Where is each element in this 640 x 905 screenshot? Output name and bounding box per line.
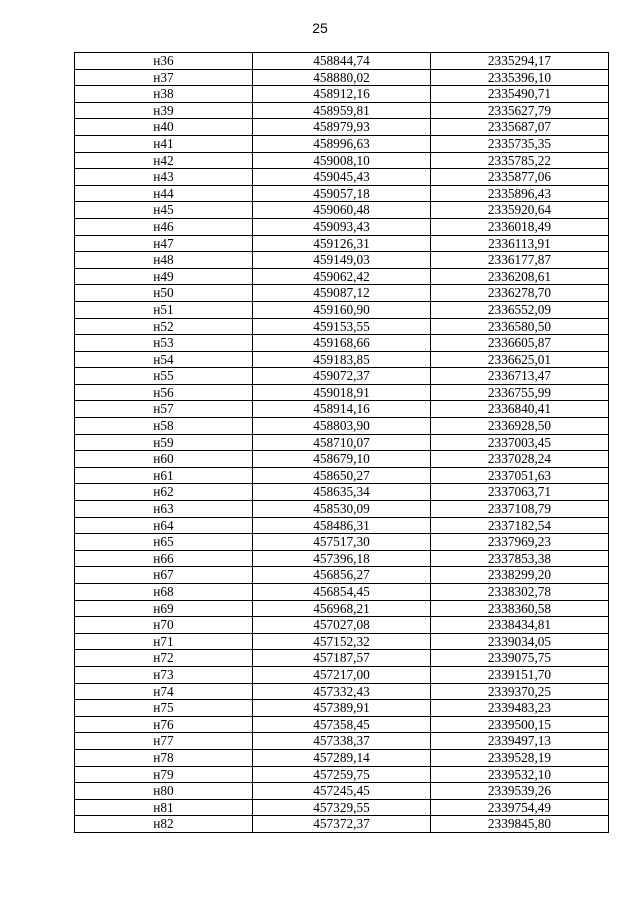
x-coordinate-cell: 457332,43 bbox=[253, 683, 431, 700]
x-coordinate-cell: 457217,00 bbox=[253, 666, 431, 683]
x-coordinate-cell: 458650,27 bbox=[253, 467, 431, 484]
y-coordinate-cell: 2339754,49 bbox=[431, 799, 609, 816]
table-row bbox=[75, 451, 609, 468]
table-row bbox=[75, 534, 609, 551]
point-id-cell: н45 bbox=[75, 202, 253, 219]
y-coordinate-cell: 2336928,50 bbox=[431, 418, 609, 435]
table-row bbox=[75, 484, 609, 501]
point-id-cell: н79 bbox=[75, 766, 253, 783]
table-row bbox=[75, 683, 609, 700]
x-coordinate-cell: 456854,45 bbox=[253, 584, 431, 601]
y-coordinate-cell: 2339151,70 bbox=[431, 666, 609, 683]
x-coordinate-cell: 459087,12 bbox=[253, 285, 431, 302]
y-coordinate-cell: 2339483,23 bbox=[431, 700, 609, 717]
table-row bbox=[75, 135, 609, 152]
table-row bbox=[75, 501, 609, 518]
y-coordinate-cell: 2336208,61 bbox=[431, 268, 609, 285]
y-coordinate-cell: 2337108,79 bbox=[431, 501, 609, 518]
table-row bbox=[75, 401, 609, 418]
table-row bbox=[75, 700, 609, 717]
table-row bbox=[75, 235, 609, 252]
table-row bbox=[75, 467, 609, 484]
y-coordinate-cell: 2335687,07 bbox=[431, 119, 609, 136]
point-id-cell: н64 bbox=[75, 517, 253, 534]
y-coordinate-cell: 2335896,43 bbox=[431, 185, 609, 202]
table-row bbox=[75, 733, 609, 750]
table-row bbox=[75, 335, 609, 352]
y-coordinate-cell: 2335920,64 bbox=[431, 202, 609, 219]
table-row bbox=[75, 119, 609, 136]
x-coordinate-cell: 459008,10 bbox=[253, 152, 431, 169]
y-coordinate-cell: 2336177,87 bbox=[431, 252, 609, 269]
y-coordinate-cell: 2339539,26 bbox=[431, 783, 609, 800]
x-coordinate-cell: 457027,08 bbox=[253, 617, 431, 634]
y-coordinate-cell: 2337003,45 bbox=[431, 434, 609, 451]
x-coordinate-cell: 457187,57 bbox=[253, 650, 431, 667]
table-row bbox=[75, 716, 609, 733]
x-coordinate-cell: 458486,31 bbox=[253, 517, 431, 534]
table-row bbox=[75, 617, 609, 634]
point-id-cell: н59 bbox=[75, 434, 253, 451]
table-row bbox=[75, 567, 609, 584]
x-coordinate-cell: 457338,37 bbox=[253, 733, 431, 750]
point-id-cell: н49 bbox=[75, 268, 253, 285]
point-id-cell: н48 bbox=[75, 252, 253, 269]
table-row bbox=[75, 218, 609, 235]
y-coordinate-cell: 2338434,81 bbox=[431, 617, 609, 634]
y-coordinate-cell: 2337051,63 bbox=[431, 467, 609, 484]
x-coordinate-cell: 459057,18 bbox=[253, 185, 431, 202]
y-coordinate-cell: 2336625,01 bbox=[431, 351, 609, 368]
point-id-cell: н77 bbox=[75, 733, 253, 750]
x-coordinate-cell: 459072,37 bbox=[253, 368, 431, 385]
point-id-cell: н74 bbox=[75, 683, 253, 700]
point-id-cell: н69 bbox=[75, 600, 253, 617]
point-id-cell: н50 bbox=[75, 285, 253, 302]
x-coordinate-cell: 458844,74 bbox=[253, 53, 431, 70]
point-id-cell: н72 bbox=[75, 650, 253, 667]
table-row bbox=[75, 650, 609, 667]
table-row bbox=[75, 86, 609, 103]
y-coordinate-cell: 2336278,70 bbox=[431, 285, 609, 302]
y-coordinate-cell: 2336605,87 bbox=[431, 335, 609, 352]
table-row bbox=[75, 169, 609, 186]
point-id-cell: н63 bbox=[75, 501, 253, 518]
x-coordinate-cell: 458880,02 bbox=[253, 69, 431, 86]
point-id-cell: н41 bbox=[75, 135, 253, 152]
point-id-cell: н38 bbox=[75, 86, 253, 103]
y-coordinate-cell: 2339528,19 bbox=[431, 749, 609, 766]
table-row bbox=[75, 799, 609, 816]
table-row bbox=[75, 351, 609, 368]
y-coordinate-cell: 2339845,80 bbox=[431, 816, 609, 833]
y-coordinate-cell: 2337063,71 bbox=[431, 484, 609, 501]
point-id-cell: н78 bbox=[75, 749, 253, 766]
point-id-cell: н62 bbox=[75, 484, 253, 501]
x-coordinate-cell: 457245,45 bbox=[253, 783, 431, 800]
y-coordinate-cell: 2336552,09 bbox=[431, 301, 609, 318]
point-id-cell: н53 bbox=[75, 335, 253, 352]
y-coordinate-cell: 2339497,13 bbox=[431, 733, 609, 750]
point-id-cell: н76 bbox=[75, 716, 253, 733]
y-coordinate-cell: 2336580,50 bbox=[431, 318, 609, 335]
y-coordinate-cell: 2336755,99 bbox=[431, 384, 609, 401]
point-id-cell: н54 bbox=[75, 351, 253, 368]
x-coordinate-cell: 458635,34 bbox=[253, 484, 431, 501]
point-id-cell: н57 bbox=[75, 401, 253, 418]
x-coordinate-cell: 459153,55 bbox=[253, 318, 431, 335]
table-row bbox=[75, 318, 609, 335]
table-row bbox=[75, 783, 609, 800]
page-number: 25 bbox=[312, 20, 328, 36]
y-coordinate-cell: 2337028,24 bbox=[431, 451, 609, 468]
y-coordinate-cell: 2335396,10 bbox=[431, 69, 609, 86]
table-row bbox=[75, 252, 609, 269]
y-coordinate-cell: 2339075,75 bbox=[431, 650, 609, 667]
x-coordinate-cell: 457152,32 bbox=[253, 633, 431, 650]
point-id-cell: н75 bbox=[75, 700, 253, 717]
point-id-cell: н68 bbox=[75, 584, 253, 601]
table-row bbox=[75, 268, 609, 285]
point-id-cell: н42 bbox=[75, 152, 253, 169]
point-id-cell: н47 bbox=[75, 235, 253, 252]
x-coordinate-cell: 457289,14 bbox=[253, 749, 431, 766]
point-id-cell: н67 bbox=[75, 567, 253, 584]
point-id-cell: н61 bbox=[75, 467, 253, 484]
table-row bbox=[75, 384, 609, 401]
table-row bbox=[75, 418, 609, 435]
point-id-cell: н52 bbox=[75, 318, 253, 335]
point-id-cell: н55 bbox=[75, 368, 253, 385]
table-row bbox=[75, 517, 609, 534]
table-row bbox=[75, 600, 609, 617]
point-id-cell: н36 bbox=[75, 53, 253, 70]
table-row bbox=[75, 285, 609, 302]
x-coordinate-cell: 457517,30 bbox=[253, 534, 431, 551]
x-coordinate-cell: 458710,07 bbox=[253, 434, 431, 451]
y-coordinate-cell: 2337853,38 bbox=[431, 550, 609, 567]
table-row bbox=[75, 368, 609, 385]
x-coordinate-cell: 457259,75 bbox=[253, 766, 431, 783]
x-coordinate-cell: 459168,66 bbox=[253, 335, 431, 352]
table-row bbox=[75, 749, 609, 766]
x-coordinate-cell: 459149,03 bbox=[253, 252, 431, 269]
x-coordinate-cell: 459183,85 bbox=[253, 351, 431, 368]
point-id-cell: н40 bbox=[75, 119, 253, 136]
y-coordinate-cell: 2339034,05 bbox=[431, 633, 609, 650]
y-coordinate-cell: 2335294,17 bbox=[431, 53, 609, 70]
y-coordinate-cell: 2337182,54 bbox=[431, 517, 609, 534]
coordinates-table bbox=[74, 52, 609, 833]
point-id-cell: н39 bbox=[75, 102, 253, 119]
table-row bbox=[75, 766, 609, 783]
x-coordinate-cell: 459093,43 bbox=[253, 218, 431, 235]
y-coordinate-cell: 2335627,79 bbox=[431, 102, 609, 119]
table-row bbox=[75, 69, 609, 86]
table-row bbox=[75, 666, 609, 683]
y-coordinate-cell: 2336840,41 bbox=[431, 401, 609, 418]
table-row bbox=[75, 152, 609, 169]
x-coordinate-cell: 457396,18 bbox=[253, 550, 431, 567]
y-coordinate-cell: 2335785,22 bbox=[431, 152, 609, 169]
x-coordinate-cell: 457329,55 bbox=[253, 799, 431, 816]
point-id-cell: н56 bbox=[75, 384, 253, 401]
y-coordinate-cell: 2335877,06 bbox=[431, 169, 609, 186]
table-row bbox=[75, 53, 609, 70]
point-id-cell: н60 bbox=[75, 451, 253, 468]
x-coordinate-cell: 459126,31 bbox=[253, 235, 431, 252]
x-coordinate-cell: 459160,90 bbox=[253, 301, 431, 318]
table-row bbox=[75, 102, 609, 119]
y-coordinate-cell: 2336713,47 bbox=[431, 368, 609, 385]
x-coordinate-cell: 458679,10 bbox=[253, 451, 431, 468]
point-id-cell: н80 bbox=[75, 783, 253, 800]
point-id-cell: н51 bbox=[75, 301, 253, 318]
x-coordinate-cell: 458996,63 bbox=[253, 135, 431, 152]
table-row bbox=[75, 816, 609, 833]
point-id-cell: н44 bbox=[75, 185, 253, 202]
table-row bbox=[75, 550, 609, 567]
table-row bbox=[75, 301, 609, 318]
x-coordinate-cell: 458914,16 bbox=[253, 401, 431, 418]
point-id-cell: н46 bbox=[75, 218, 253, 235]
x-coordinate-cell: 458959,81 bbox=[253, 102, 431, 119]
table-row bbox=[75, 202, 609, 219]
x-coordinate-cell: 459062,42 bbox=[253, 268, 431, 285]
point-id-cell: н81 bbox=[75, 799, 253, 816]
x-coordinate-cell: 458803,90 bbox=[253, 418, 431, 435]
x-coordinate-cell: 456856,27 bbox=[253, 567, 431, 584]
table-row bbox=[75, 633, 609, 650]
x-coordinate-cell: 459060,48 bbox=[253, 202, 431, 219]
point-id-cell: н73 bbox=[75, 666, 253, 683]
x-coordinate-cell: 458530,09 bbox=[253, 501, 431, 518]
point-id-cell: н65 bbox=[75, 534, 253, 551]
point-id-cell: н58 bbox=[75, 418, 253, 435]
y-coordinate-cell: 2339370,25 bbox=[431, 683, 609, 700]
coordinates-table-body bbox=[75, 53, 609, 833]
y-coordinate-cell: 2335490,71 bbox=[431, 86, 609, 103]
y-coordinate-cell: 2338302,78 bbox=[431, 584, 609, 601]
y-coordinate-cell: 2339500,15 bbox=[431, 716, 609, 733]
y-coordinate-cell: 2335735,35 bbox=[431, 135, 609, 152]
y-coordinate-cell: 2337969,23 bbox=[431, 534, 609, 551]
x-coordinate-cell: 459018,91 bbox=[253, 384, 431, 401]
y-coordinate-cell: 2339532,10 bbox=[431, 766, 609, 783]
point-id-cell: н71 bbox=[75, 633, 253, 650]
x-coordinate-cell: 459045,43 bbox=[253, 169, 431, 186]
point-id-cell: н82 bbox=[75, 816, 253, 833]
point-id-cell: н70 bbox=[75, 617, 253, 634]
point-id-cell: н66 bbox=[75, 550, 253, 567]
point-id-cell: н37 bbox=[75, 69, 253, 86]
table-row bbox=[75, 584, 609, 601]
x-coordinate-cell: 457372,37 bbox=[253, 816, 431, 833]
table-row bbox=[75, 185, 609, 202]
x-coordinate-cell: 457358,45 bbox=[253, 716, 431, 733]
x-coordinate-cell: 457389,91 bbox=[253, 700, 431, 717]
x-coordinate-cell: 458912,16 bbox=[253, 86, 431, 103]
y-coordinate-cell: 2336018,49 bbox=[431, 218, 609, 235]
x-coordinate-cell: 456968,21 bbox=[253, 600, 431, 617]
y-coordinate-cell: 2336113,91 bbox=[431, 235, 609, 252]
x-coordinate-cell: 458979,93 bbox=[253, 119, 431, 136]
point-id-cell: н43 bbox=[75, 169, 253, 186]
y-coordinate-cell: 2338299,20 bbox=[431, 567, 609, 584]
y-coordinate-cell: 2338360,58 bbox=[431, 600, 609, 617]
table-row bbox=[75, 434, 609, 451]
